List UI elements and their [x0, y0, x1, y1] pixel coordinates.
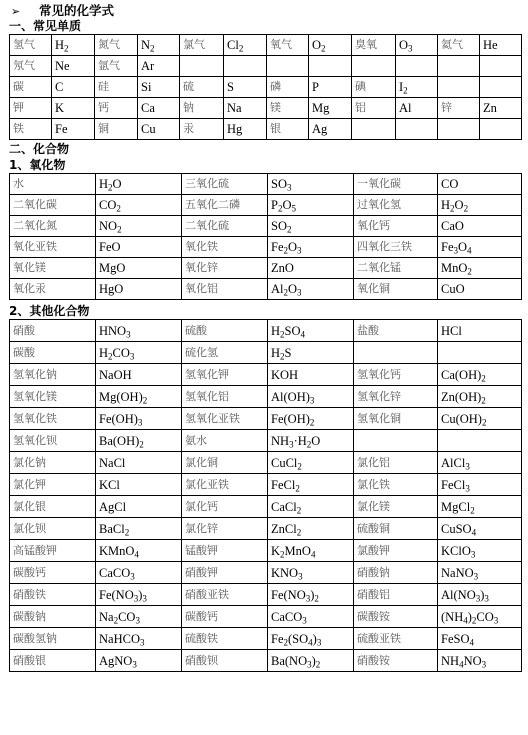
chemical-name-cell: 氧化铁 [182, 237, 268, 258]
chemical-name-cell: 硝酸钠 [354, 562, 438, 584]
chemical-name-cell: 汞 [180, 119, 224, 140]
chemical-formula-cell: $Mg(OH)_2$ [96, 386, 182, 408]
compound-row [10, 364, 522, 386]
chemical-name-cell: 碳酸钠 [10, 606, 96, 628]
chemical-formula-cell: ZnCl$_2$ [268, 518, 354, 540]
chemical-name-cell [267, 56, 309, 77]
chemical-formula-cell: $Zn(OH)_2$ [438, 386, 522, 408]
oxide-row [10, 174, 522, 195]
chemical-name-cell: 氨水 [182, 430, 268, 452]
chemical-name-cell: 铁 [10, 119, 52, 140]
compound-row [10, 496, 522, 518]
compound-row [10, 650, 522, 672]
chemical-formula-cell: $H_2SO_4$ [268, 320, 354, 342]
compound-row [10, 320, 522, 342]
compound-row [10, 518, 522, 540]
chemical-formula-cell: Si [138, 77, 180, 98]
chemical-formula-cell: KClO$_3$ [438, 540, 522, 562]
chemical-formula-cell: Ag [309, 119, 352, 140]
chemical-name-cell: 氢氧化铁 [10, 408, 96, 430]
chemical-formula-cell: K [52, 98, 95, 119]
chemical-name-cell: 氢氧化钾 [182, 364, 268, 386]
chemical-formula-cell: HgO [96, 279, 182, 300]
other-compounds-heading: 2、其他化合物 [9, 304, 90, 318]
chemical-formula-cell [480, 77, 522, 98]
element-row [10, 98, 522, 119]
chemical-formula-cell: Zn [480, 98, 522, 119]
chemical-formula-cell: $Fe(OH)_3$ [96, 408, 182, 430]
oxides-table [9, 173, 522, 300]
chemical-formula-cell: $Ca(OH)_2$ [438, 364, 522, 386]
document [9, 4, 521, 672]
chemical-name-cell: 碳 [10, 77, 52, 98]
chemical-formula-cell: CaCl$_2$ [268, 496, 354, 518]
chemical-name-cell: 氢氧化钙 [354, 364, 438, 386]
compound-row [10, 628, 522, 650]
chemical-name-cell: 硝酸铵 [354, 650, 438, 672]
chemical-name-cell: 锰酸钾 [182, 540, 268, 562]
chemical-formula-cell: $Fe_2(SO_4)_3$ [268, 628, 354, 650]
chemical-formula-cell: Mg [309, 98, 352, 119]
chemical-name-cell: 氮气 [95, 35, 138, 56]
page-title [9, 4, 521, 18]
chemical-formula-cell: He [480, 35, 522, 56]
chemical-formula-cell: Ar [138, 56, 180, 77]
compound-row [10, 584, 522, 606]
oxide-row [10, 279, 522, 300]
chemical-formula-cell: NaOH [96, 364, 182, 386]
chemical-formula-cell: NaHCO$_3$ [96, 628, 182, 650]
chemical-name-cell: 镁 [267, 98, 309, 119]
chemical-name-cell: 一氧化碳 [354, 174, 438, 195]
chemical-formula-cell: Al [396, 98, 438, 119]
chemical-name-cell: 氢气 [10, 35, 52, 56]
chemical-formula-cell: $O_3$ [396, 35, 438, 56]
chemical-name-cell: 二氧化硫 [182, 216, 268, 237]
chemical-name-cell: 硝酸亚铁 [182, 584, 268, 606]
chemical-formula-cell: $H_2S$ [268, 342, 354, 364]
chemical-name-cell: 氧化锌 [182, 258, 268, 279]
chemical-formula-cell: $Fe(NO_3)_3$ [96, 584, 182, 606]
chemical-name-cell: 硝酸钾 [182, 562, 268, 584]
chemical-formula-cell: $(NH_4)_2CO_3$ [438, 606, 522, 628]
chemical-name-cell: 硝酸 [10, 320, 96, 342]
chemical-name-cell: 氢氧化锌 [354, 386, 438, 408]
chemical-name-cell: 氧化钙 [354, 216, 438, 237]
chemical-name-cell: 银 [267, 119, 309, 140]
chemical-name-cell: 氯化钙 [182, 496, 268, 518]
chemical-formula-cell: P [309, 77, 352, 98]
chemical-formula-cell: KOH [268, 364, 354, 386]
chemical-formula-cell [480, 119, 522, 140]
chemical-formula-cell: KCl [96, 474, 182, 496]
chemical-name-cell: 硝酸钡 [182, 650, 268, 672]
chemical-name-cell: 三氧化硫 [182, 174, 268, 195]
chemical-formula-cell: $H_2O_2$ [438, 195, 522, 216]
chemical-name-cell: 氧化铝 [182, 279, 268, 300]
chemical-name-cell: 高锰酸钾 [10, 540, 96, 562]
chemical-formula-cell: $Ba(NO_3)_2$ [268, 650, 354, 672]
chemical-formula-cell: Na [224, 98, 267, 119]
chemical-formula-cell: CaO [438, 216, 522, 237]
chemical-name-cell: 铜 [95, 119, 138, 140]
chemical-name-cell: 碘 [352, 77, 396, 98]
chemical-name-cell: 氯化铝 [354, 452, 438, 474]
chemical-name-cell: 氢氧化亚铁 [182, 408, 268, 430]
chemical-name-cell: 碳酸 [10, 342, 96, 364]
chemical-name-cell: 硝酸银 [10, 650, 96, 672]
oxide-row [10, 237, 522, 258]
chemical-name-cell: 臭氧 [352, 35, 396, 56]
chemical-formula-cell: BaCl$_2$ [96, 518, 182, 540]
chemical-name-cell: 氢氧化镁 [10, 386, 96, 408]
chemical-name-cell: 氯化锌 [182, 518, 268, 540]
chemical-formula-cell: CaCO$_3$ [96, 562, 182, 584]
bullet-arrow-icon: ➢ [11, 5, 21, 18]
chemical-name-cell: 氯化钡 [10, 518, 96, 540]
chemical-name-cell: 碳酸铵 [354, 606, 438, 628]
chemical-name-cell: 氧化亚铁 [10, 237, 96, 258]
chemical-formula-cell: HCl [438, 320, 522, 342]
chemical-formula-cell: MgO [96, 258, 182, 279]
chemical-name-cell: 氩气 [95, 56, 138, 77]
chemical-name-cell: 钠 [180, 98, 224, 119]
chemical-name-cell: 氦气 [438, 35, 480, 56]
chemical-name-cell: 氯酸钾 [354, 540, 438, 562]
chemical-formula-cell: $Al_2O_3$ [268, 279, 354, 300]
chemical-name-cell: 二氧化碳 [10, 195, 96, 216]
section-elements-heading: 一、常见单质 [9, 19, 82, 33]
oxide-row [10, 195, 522, 216]
compound-row [10, 540, 522, 562]
chemical-formula-cell [396, 56, 438, 77]
chemical-name-cell: 氯化铜 [182, 452, 268, 474]
chemical-formula-cell: CO [438, 174, 522, 195]
chemical-name-cell: 硫化氢 [182, 342, 268, 364]
oxide-row [10, 258, 522, 279]
chemical-formula-cell [438, 342, 522, 364]
element-row [10, 119, 522, 140]
chemical-formula-cell: MnO$_2$ [438, 258, 522, 279]
chemical-name-cell: 水 [10, 174, 96, 195]
chemical-formula-cell: $Fe(NO_3)_2$ [268, 584, 354, 606]
chemical-formula-cell: $N_2$ [138, 35, 180, 56]
chemical-formula-cell: $P_2O_5$ [268, 195, 354, 216]
chemical-name-cell [438, 56, 480, 77]
chemical-formula-cell: AgNO$_3$ [96, 650, 182, 672]
chemical-name-cell: 硫酸亚铁 [354, 628, 438, 650]
chemical-name-cell: 氢氧化钠 [10, 364, 96, 386]
chemical-formula-cell: $Fe_3O_4$ [438, 237, 522, 258]
chemical-formula-cell: CuCl$_2$ [268, 452, 354, 474]
chemical-formula-cell: $KNO_3$ [268, 562, 354, 584]
chemical-formula-cell: CuO [438, 279, 522, 300]
chemical-formula-cell: MgCl$_2$ [438, 496, 522, 518]
chemical-name-cell: 过氧化氢 [354, 195, 438, 216]
chemical-formula-cell: $Cl_2$ [224, 35, 267, 56]
element-row [10, 35, 522, 56]
element-row [10, 56, 522, 77]
compound-row [10, 562, 522, 584]
chemical-name-cell [352, 119, 396, 140]
chemical-formula-cell: $Al(OH)_3$ [268, 386, 354, 408]
chemical-name-cell [438, 77, 480, 98]
chemical-name-cell: 氯化钠 [10, 452, 96, 474]
chemical-formula-cell: CaCO$_3$ [268, 606, 354, 628]
chemical-name-cell: 钙 [95, 98, 138, 119]
page-title-text: 常见的化学式 [39, 3, 115, 18]
chemical-name-cell: 氧化汞 [10, 279, 96, 300]
chemical-formula-cell: S [224, 77, 267, 98]
chemical-name-cell: 碳酸氢钠 [10, 628, 96, 650]
chemical-name-cell: 氯化镁 [354, 496, 438, 518]
chemical-name-cell: 硅 [95, 77, 138, 98]
chemical-formula-cell: $CO_2$ [96, 195, 182, 216]
compound-row [10, 452, 522, 474]
chemical-formula-cell: FeCl$_2$ [268, 474, 354, 496]
chemical-formula-cell: Ca [138, 98, 180, 119]
chemical-formula-cell: $NH_3\cdot H_2O$ [268, 430, 354, 452]
chemical-name-cell: 氧化镁 [10, 258, 96, 279]
chemical-formula-cell: NaNO$_3$ [438, 562, 522, 584]
chemical-formula-cell [309, 56, 352, 77]
element-row [10, 77, 522, 98]
chemical-name-cell: 氧化铜 [354, 279, 438, 300]
chemical-formula-cell: $K_2MnO_4$ [268, 540, 354, 562]
section-compounds-heading: 二、化合物 [9, 142, 70, 156]
chemical-name-cell [352, 56, 396, 77]
chemical-name-cell: 氯化银 [10, 496, 96, 518]
chemical-formula-cell: $I_2$ [396, 77, 438, 98]
chemical-name-cell: 锌 [438, 98, 480, 119]
chemical-name-cell: 碳酸钙 [182, 606, 268, 628]
chemical-formula-cell: NaCl [96, 452, 182, 474]
chemical-formula-cell: $SO_2$ [268, 216, 354, 237]
chemical-name-cell [180, 56, 224, 77]
chemical-name-cell [354, 342, 438, 364]
chemical-name-cell: 铝 [352, 98, 396, 119]
chemical-formula-cell: FeO [96, 237, 182, 258]
compound-row [10, 408, 522, 430]
chemical-formula-cell: Ne [52, 56, 95, 77]
chemical-name-cell: 硫酸 [182, 320, 268, 342]
chemical-formula-cell: AgCl [96, 496, 182, 518]
chemical-formula-cell: FeSO$_4$ [438, 628, 522, 650]
chemical-name-cell: 四氧化三铁 [354, 237, 438, 258]
chemical-name-cell: 硫酸铁 [182, 628, 268, 650]
chemical-name-cell: 盐酸 [354, 320, 438, 342]
compound-row [10, 606, 522, 628]
chemical-name-cell: 碳酸钙 [10, 562, 96, 584]
chemical-formula-cell: Fe [52, 119, 95, 140]
chemical-formula-cell: C [52, 77, 95, 98]
chemical-formula-cell: ZnO [268, 258, 354, 279]
compound-row [10, 474, 522, 496]
chemical-formula-cell: AlCl$_3$ [438, 452, 522, 474]
chemical-formula-cell: $H_2O$ [96, 174, 182, 195]
chemical-formula-cell: $O_2$ [309, 35, 352, 56]
chemical-formula-cell [396, 119, 438, 140]
chemical-formula-cell: $HNO_3$ [96, 320, 182, 342]
chemical-name-cell: 氢氧化钡 [10, 430, 96, 452]
chemical-name-cell: 五氧化二磷 [182, 195, 268, 216]
chemical-name-cell: 氖气 [10, 56, 52, 77]
chemical-formula-cell: $SO_3$ [268, 174, 354, 195]
chemical-formula-cell: $NH_4NO_3$ [438, 650, 522, 672]
compound-row [10, 386, 522, 408]
chemical-formula-cell: $Fe(OH)_2$ [268, 408, 354, 430]
chemical-name-cell: 氯化钾 [10, 474, 96, 496]
chemical-formula-cell: $NO_2$ [96, 216, 182, 237]
chemical-name-cell: 硫酸铜 [354, 518, 438, 540]
chemical-name-cell: 硝酸铁 [10, 584, 96, 606]
compounds-table [9, 319, 522, 672]
compound-row [10, 430, 522, 452]
chemical-formula-cell: CuSO$_4$ [438, 518, 522, 540]
chemical-formula-cell: Hg [224, 119, 267, 140]
chemical-formula-cell: FeCl$_3$ [438, 474, 522, 496]
compound-row [10, 342, 522, 364]
chemical-name-cell [438, 119, 480, 140]
oxides-heading: 1、氧化物 [9, 158, 66, 172]
chemical-name-cell: 二氧化锰 [354, 258, 438, 279]
chemical-formula-cell [480, 56, 522, 77]
chemical-name-cell [354, 430, 438, 452]
chemical-formula-cell: $H_2CO_3$ [96, 342, 182, 364]
chemical-name-cell: 氯化亚铁 [182, 474, 268, 496]
chemical-name-cell: 钾 [10, 98, 52, 119]
chemical-formula-cell: KMnO$_4$ [96, 540, 182, 562]
chemical-name-cell: 氧气 [267, 35, 309, 56]
chemical-name-cell: 硫 [180, 77, 224, 98]
chemical-formula-cell: $Cu(OH)_2$ [438, 408, 522, 430]
chemical-formula-cell: Cu [138, 119, 180, 140]
chemical-formula-cell [224, 56, 267, 77]
chemical-formula-cell [438, 430, 522, 452]
chemical-name-cell: 氢氧化铜 [354, 408, 438, 430]
chemical-name-cell: 磷 [267, 77, 309, 98]
chemical-formula-cell: $H_2$ [52, 35, 95, 56]
chemical-name-cell: 氢氧化铝 [182, 386, 268, 408]
chemical-formula-cell: $Al(NO_3)_3$ [438, 584, 522, 606]
elements-table [9, 34, 522, 140]
oxide-row [10, 216, 522, 237]
chemical-name-cell: 氯气 [180, 35, 224, 56]
chemical-formula-cell: $Fe_2O_3$ [268, 237, 354, 258]
chemical-name-cell: 硝酸铝 [354, 584, 438, 606]
chemical-formula-cell: $Ba(OH)_2$ [96, 430, 182, 452]
chemical-name-cell: 氯化铁 [354, 474, 438, 496]
chemical-name-cell: 二氧化氮 [10, 216, 96, 237]
chemical-formula-cell: $Na_2CO_3$ [96, 606, 182, 628]
